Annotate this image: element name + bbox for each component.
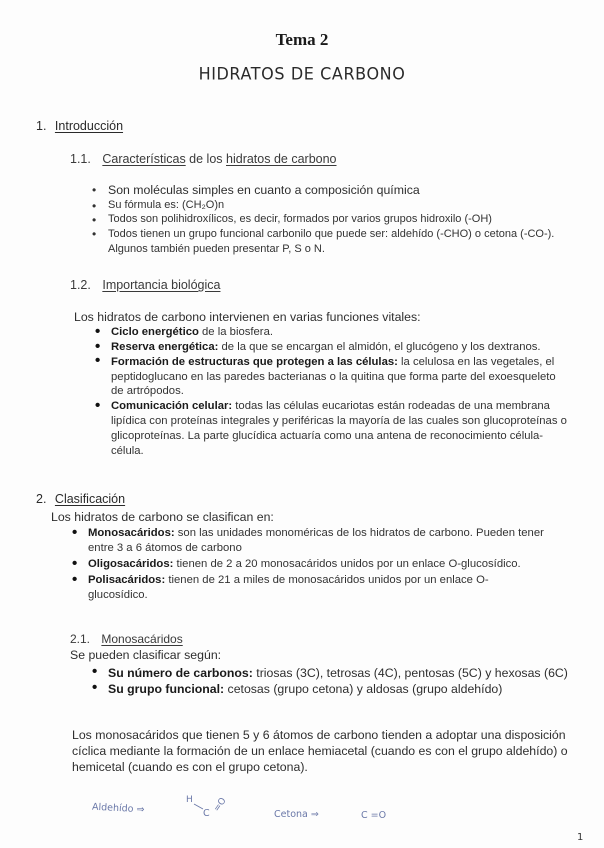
item-term: Su número de carbonos: bbox=[108, 666, 253, 680]
item-text: tienen de 21 a miles de monosacáridos unidos por un enlace O-glucosídico. bbox=[88, 574, 489, 601]
handwritten-aldehido-label: Aldehído ⇒ bbox=[91, 801, 145, 816]
item-text: todas las células eucariotas están rodeadas de una membrana lipídica con proteínas integrales y periféricas la mayoría de las cuales son glucoproteínas o glicoproteínas. La parte glucídica actuaría como una antena de reconocimiento célula-célula. bbox=[111, 399, 567, 457]
subsection-title-part: de los bbox=[185, 152, 227, 166]
section-number: 1. bbox=[36, 119, 47, 133]
item-term: Oligosacáridos: bbox=[88, 558, 174, 570]
classification-list bbox=[88, 526, 548, 603]
list-item bbox=[111, 325, 571, 340]
item-text: triosas (3C), tetrosas (4C), pentosas (5C) y hexosas (6C) bbox=[252, 666, 568, 680]
list-item: • Todos son polihidroxílicos, es decir, formados por varios grupos hidroxilo (-OH) bbox=[108, 213, 578, 225]
handwritten-aldehido-h: H bbox=[186, 795, 193, 805]
list-item bbox=[111, 399, 571, 459]
item-term: Su grupo funcional: bbox=[108, 682, 225, 696]
item-text: son las unidades monoméricas de los hidratos de carbono. Pueden tener entre 3 a 6 átomos de carbono bbox=[88, 527, 544, 554]
list-item bbox=[108, 681, 568, 697]
item-text: de la biosfera. bbox=[198, 326, 273, 338]
subsection-title-part: Características bbox=[102, 152, 186, 166]
handwritten-cetona-formula: C =O bbox=[361, 810, 387, 821]
list-item bbox=[88, 557, 548, 572]
section-number: 2. bbox=[36, 492, 47, 506]
handwritten-cetona-label: Cetona ⇒ bbox=[274, 809, 319, 820]
section-1-heading bbox=[36, 119, 123, 133]
list-item: • Su fórmula es: (CH₂O)n bbox=[108, 199, 578, 211]
list-item bbox=[88, 573, 548, 603]
item-text: tienen de 2 a 20 monosacáridos unidos por un enlace O-glucosídico. bbox=[173, 558, 521, 570]
list-item bbox=[88, 526, 548, 556]
monosaccharide-intro: Se pueden clasificar según: bbox=[70, 648, 222, 662]
characteristics-list bbox=[108, 183, 578, 257]
list-item bbox=[111, 355, 571, 399]
page-title: HIDRATOS DE CARBONO bbox=[198, 63, 406, 84]
subsection-number: 1.2. bbox=[70, 278, 91, 292]
importance-intro: Los hidratos de carbono intervienen en varias funciones vitales: bbox=[74, 310, 421, 324]
section-title: Introducción bbox=[54, 119, 124, 133]
item-term: Ciclo energético bbox=[111, 326, 199, 338]
handwritten-bond-line bbox=[193, 803, 205, 811]
subsection-number: 1.1. bbox=[70, 152, 91, 166]
handwritten-aldehido-o: =O bbox=[212, 796, 229, 814]
list-item: • Son moléculas simples en cuanto a composición química bbox=[108, 183, 578, 197]
handwritten-aldehido-c: C bbox=[203, 808, 210, 819]
item-term: Comunicación celular: bbox=[111, 399, 233, 412]
list-item bbox=[108, 665, 568, 681]
subsection-number: 2.1. bbox=[70, 632, 91, 646]
list-item: • Todos tienen un grupo funcional carbonilo que puede ser: aldehído (-CHO) o cetona (-CO-). Algunos también pueden presentar P, S o N. bbox=[108, 227, 578, 257]
page-number: 1 bbox=[577, 832, 584, 843]
subsection-2-1-heading bbox=[70, 632, 183, 646]
section-2-heading bbox=[36, 492, 125, 506]
subsection-title-part: hidratos de carbono bbox=[226, 152, 337, 166]
subsection-1-2-heading bbox=[70, 278, 220, 292]
item-term: Formación de estructuras que protegen a las células: bbox=[111, 356, 398, 368]
item-term: Polisacáridos: bbox=[88, 574, 166, 586]
item-term: Reserva energética: bbox=[111, 341, 219, 353]
item-text: la celulosa en las vegetales, el peptidoglucano en las paredes bacterianas o la quitina que forma parte del exoesqueleto de artrópodos. bbox=[111, 356, 556, 397]
subsection-title: Monosacáridos bbox=[101, 632, 183, 646]
subsection-title: Importancia biológica bbox=[102, 278, 221, 292]
item-text: de la que se encargan el almidón, el glucógeno y los dextranos. bbox=[218, 341, 541, 353]
section-title: Clasificación bbox=[54, 492, 126, 506]
tema-heading: Tema 2 bbox=[275, 30, 329, 49]
subsection-1-1-heading bbox=[70, 152, 337, 166]
monosaccharide-list bbox=[108, 665, 568, 697]
classification-intro: Los hidratos de carbono se clasifican en: bbox=[51, 510, 274, 524]
list-item bbox=[111, 340, 571, 355]
importance-list bbox=[111, 325, 571, 459]
item-term: Monosacáridos: bbox=[88, 527, 175, 539]
cyclic-paragraph: Los monosacáridos que tienen 5 y 6 átomos de carbono tienden a adoptar una disposición cíclica mediante la formación de un enlace hemiacetal (cuando es con el grupo aldehído) o hemicetal (cuando es con el grupo cetona). bbox=[72, 728, 568, 774]
item-text: cetosas (grupo cetona) y aldosas (grupo aldehído) bbox=[224, 682, 503, 696]
